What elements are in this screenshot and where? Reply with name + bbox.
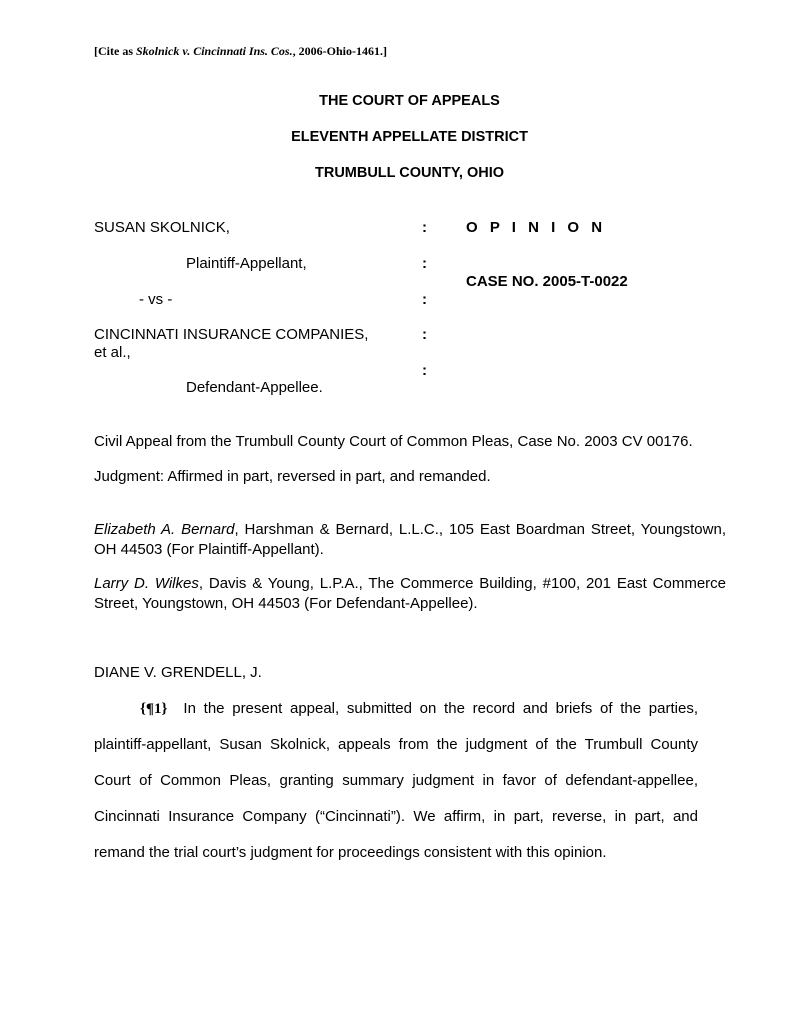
district-title: ELEVENTH APPELLATE DISTRICT: [291, 129, 528, 145]
caption-colon: :: [422, 255, 427, 272]
paragraph-line: Cincinnati Insurance Company (“Cincinnati”). We affirm, in part, reverse, in part, and: [94, 808, 698, 825]
counsel-defendant-details: , Davis & Young, L.P.A., The Commerce Building, #100, 201 East Commerce Street, Youngstown, OH 44503 (For Defendant-Appellee).: [94, 575, 727, 612]
counsel-defendant: [94, 574, 726, 614]
caption-colon: :: [422, 326, 427, 343]
plaintiff-role: Plaintiff-Appellant,: [186, 255, 307, 272]
court-title: THE COURT OF APPEALS: [319, 93, 500, 109]
caption-colon: :: [422, 291, 427, 308]
defendant-name-line2: et al.,: [94, 344, 131, 361]
judge-name: DIANE V. GRENDELL, J.: [94, 664, 262, 681]
opinion-label: O P I N I O N: [466, 219, 607, 236]
citation-line: [94, 44, 387, 59]
plaintiff-name: SUSAN SKOLNICK,: [94, 219, 230, 236]
counsel-plaintiff-attorney: Elizabeth A. Bernard: [94, 521, 235, 538]
civil-appeal-line: Civil Appeal from the Trumbull County Court of Common Pleas, Case No. 2003 CV 00176.: [94, 433, 693, 450]
county-title: TRUMBULL COUNTY, OHIO: [314, 165, 505, 181]
counsel-plaintiff-details: , Harshman & Bernard, L.L.C., 105 East Boardman Street, Youngstown, OH 44503 (For Plaintiff-Appellant).: [94, 521, 726, 558]
paragraph-line: Court of Common Pleas, granting summary judgment in favor of defendant-appellee,: [94, 772, 698, 789]
counsel-plaintiff: [94, 520, 726, 560]
paragraph-line-text: In the present appeal, submitted on the record and briefs of the parties,: [183, 700, 698, 717]
citation-prefix: [Cite as: [94, 44, 136, 58]
judgment-line: Judgment: Affirmed in part, reversed in part, and remanded.: [94, 468, 491, 485]
paragraph-line: [94, 691, 698, 727]
paragraph-number: {¶1}: [140, 701, 168, 717]
opinion-paragraph-1: [94, 691, 698, 871]
paragraph-line: remand the trial court’s judgment for proceedings consistent with this opinion.: [94, 844, 607, 861]
caption-colon: :: [422, 219, 427, 236]
defendant-name-line1: CINCINNATI INSURANCE COMPANIES,: [94, 326, 369, 343]
citation-suffix: , 2006-Ohio-1461.]: [292, 44, 387, 58]
paragraph-line: plaintiff-appellant, Susan Skolnick, appeals from the judgment of the Trumbull County: [94, 736, 698, 753]
defendant-role: Defendant-Appellee.: [186, 379, 323, 396]
counsel-defendant-attorney: Larry D. Wilkes: [94, 575, 199, 592]
case-number: CASE NO. 2005-T-0022: [466, 273, 628, 290]
versus-label: - vs -: [139, 291, 173, 308]
caption-colon: :: [422, 362, 427, 379]
citation-case-name: Skolnick v. Cincinnati Ins. Cos.: [136, 44, 293, 58]
